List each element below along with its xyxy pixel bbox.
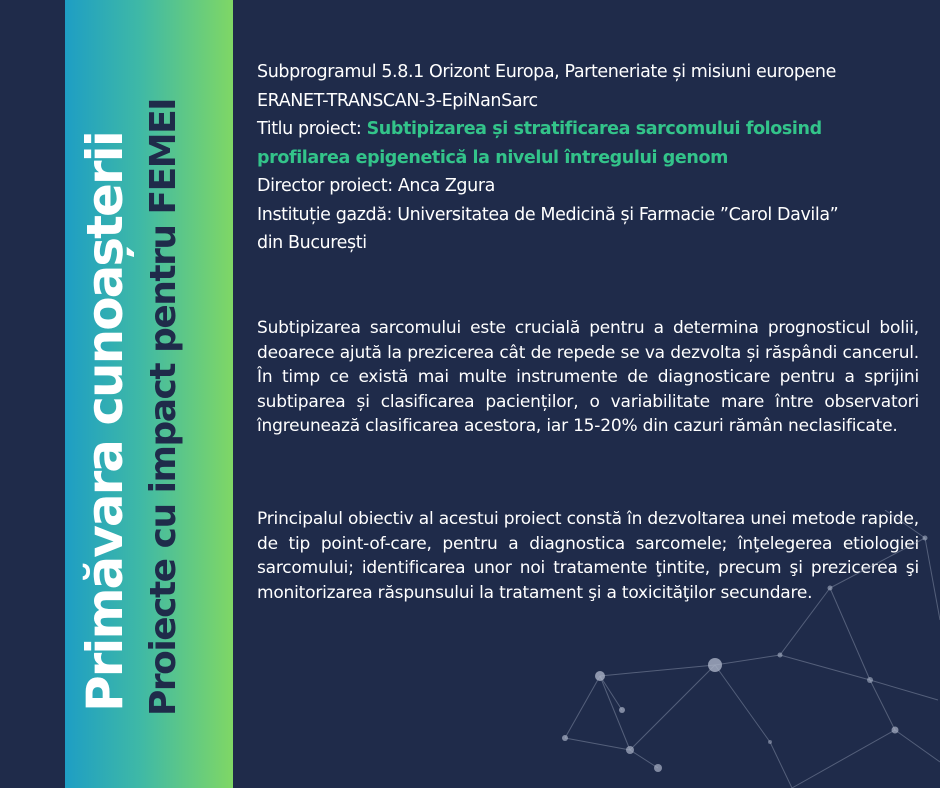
vertical-title-sub: Proiecte cu impact pentru FEMEI xyxy=(143,98,184,716)
paragraph-objective: Principalul obiectiv al acestui proiect constă în dezvoltarea unei metode rapide, de tip point-of-care, pentru a diagnostica sarcomele; înţelegerea etiologiei sarcomului; identificarea unor noi tratamente ţintite, precum şi prezicerea şi monitorizarea răspunsului la tratament şi a toxicităţilor secundare. xyxy=(257,509,919,603)
project-code: ERANET-TRANSCAN-3-EpiNanSarc xyxy=(257,90,538,111)
host-institution-1: Instituție gazdă: Universitatea de Medicină și Farmacie ”Carol Davila” xyxy=(257,204,839,225)
project-title-line xyxy=(257,115,921,144)
project-director: Director proiect: Anca Zgura xyxy=(257,176,495,196)
vertical-title-main: Primăvara cunoașterii xyxy=(76,132,134,712)
network-decoration xyxy=(530,510,940,788)
left-band xyxy=(0,0,65,788)
project-title-value-2: profilarea epigenetică la nivelul întregului genom xyxy=(257,147,728,168)
paragraph-subtyping: Subtipizarea sarcomului este crucială pentru a determina prognosticul bolii, deoarece ajută la prezicerea cât de repede se va dezvolta și răspândi cancerul. În timp ce există mai multe instrumente de diagnosticare pentru a sprijini subtiparea și clasificarea pacienților, o variabilitate mare între observatori îngreunează clasificarea acestora, iar 15-20% din cazuri rămân neclasificate. xyxy=(257,318,919,436)
project-title-value-1: Subtipizarea și stratificarea sarcomului folosind xyxy=(366,119,822,139)
host-institution-2: din București xyxy=(257,233,367,253)
project-info xyxy=(257,58,921,258)
subprogram-line: Subprogramul 5.8.1 Orizont Europa, Parteneriate și misiuni europene xyxy=(257,62,836,82)
project-title-label: Titlu proiect: xyxy=(257,119,367,139)
